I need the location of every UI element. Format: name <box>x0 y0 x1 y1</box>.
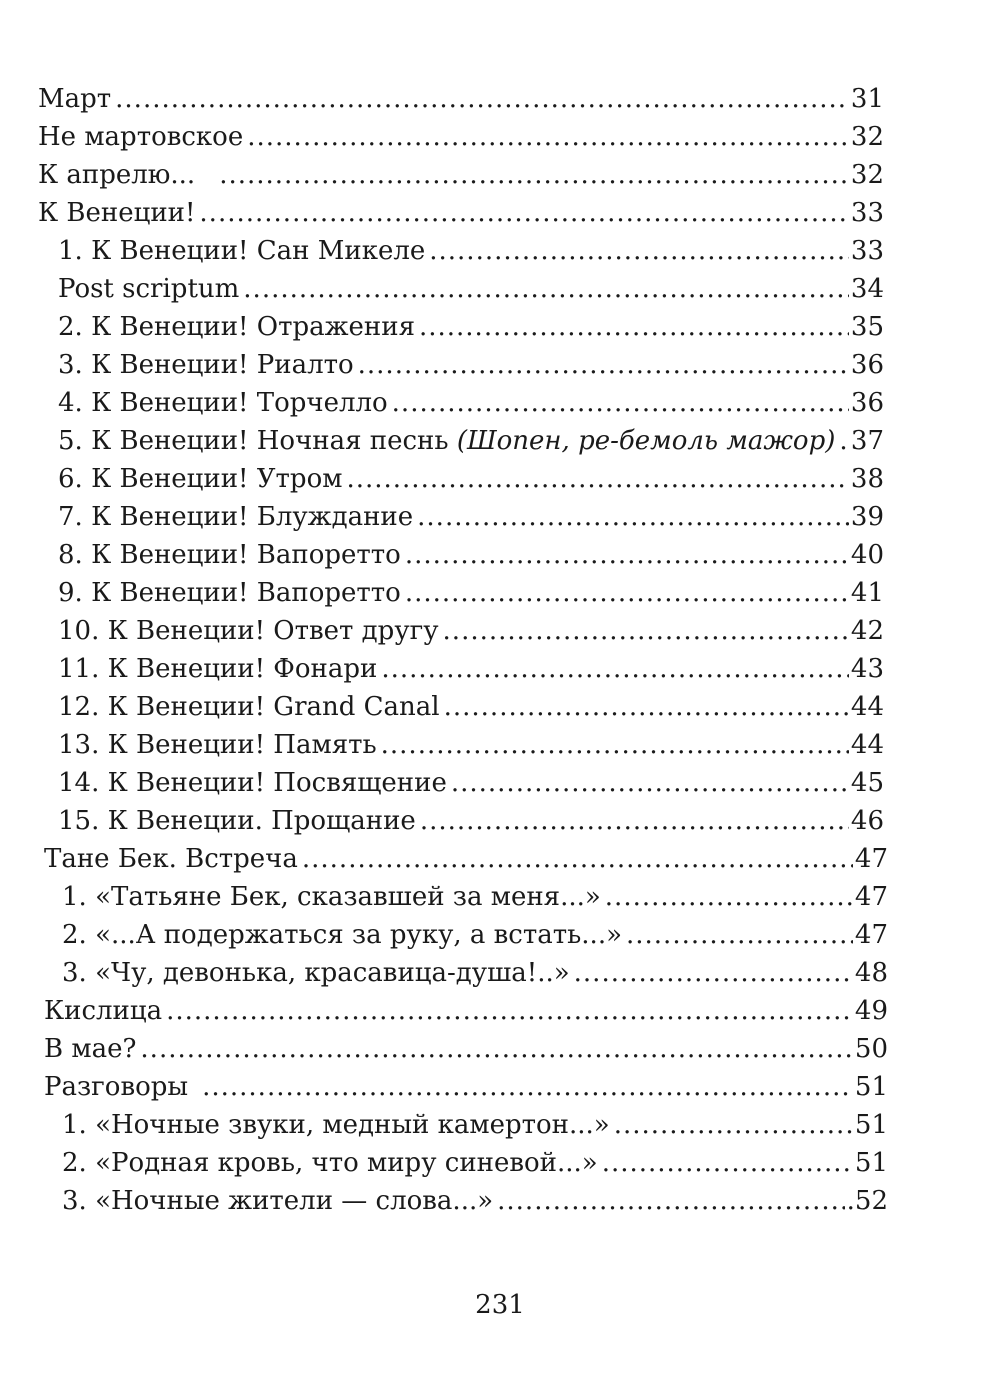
toc-entry <box>38 156 884 194</box>
toc-leader <box>381 726 849 764</box>
toc-page: 51 <box>854 1110 888 1140</box>
toc-entry <box>58 346 884 384</box>
toc-title: 15. К Венеции. Прощание <box>58 806 416 836</box>
toc-title: Март <box>38 84 112 114</box>
toc-leader <box>614 1106 853 1144</box>
toc-leader <box>140 1030 852 1068</box>
toc-page: .52 <box>846 1186 888 1216</box>
toc-entry <box>58 232 884 270</box>
toc-leader <box>419 308 849 346</box>
toc-title: 2. К Венеции! Отражения <box>58 312 415 342</box>
toc-entry <box>44 1030 888 1068</box>
toc-title: 1. «Татьяне Бек, сказавшей за меня...» <box>62 882 601 912</box>
toc-entry <box>38 80 884 118</box>
toc-title: К апрелю... <box>38 160 196 190</box>
toc-entry <box>58 688 884 726</box>
toc-entry <box>58 422 884 460</box>
toc-page: 37 <box>850 426 884 456</box>
toc-entry <box>58 498 884 536</box>
toc-page: 39 <box>850 502 884 532</box>
toc-title: 3. «Чу, девонька, красавица-душа!..» <box>62 958 570 988</box>
toc-page: 31 <box>850 84 884 114</box>
toc-entry <box>58 764 884 802</box>
toc-page: 45 <box>850 768 884 798</box>
toc-page: 44 <box>850 692 884 722</box>
toc-page: 34 <box>850 274 884 304</box>
toc-title-main: 5. К Венеции! Ночная песнь <box>58 426 449 456</box>
toc-title: 2. «Родная кровь, что миру синевой...» <box>62 1148 598 1178</box>
toc-leader <box>243 270 849 308</box>
toc-title: Не мартовское <box>38 122 244 152</box>
toc-title: Кислица <box>44 996 163 1026</box>
toc-leader <box>166 992 853 1030</box>
toc-title: 3. К Венеции! Риалто <box>58 350 354 380</box>
toc-leader <box>443 612 849 650</box>
toc-page: 48 <box>854 958 888 988</box>
toc-leader <box>115 80 849 118</box>
toc-page: 51 <box>854 1072 888 1102</box>
toc-page: 40 <box>850 540 884 570</box>
toc-title: 9. К Венеции! Вапоретто <box>58 578 401 608</box>
toc-leader <box>839 422 849 460</box>
toc-entry <box>58 726 884 764</box>
toc-leader <box>405 536 849 574</box>
toc-leader <box>497 1182 845 1220</box>
toc-entry <box>58 270 884 308</box>
toc-title: 6. К Венеции! Утром <box>58 464 343 494</box>
toc-title: 7. К Венеции! Блуждание <box>58 502 414 532</box>
toc-entry <box>38 118 884 156</box>
toc-leader <box>219 156 849 194</box>
toc-title: 2. «...А подержаться за руку, а встать...» <box>62 920 622 950</box>
toc-page: 49 <box>854 996 888 1026</box>
toc-entry <box>44 1068 888 1106</box>
toc-leader <box>605 878 853 916</box>
toc-leader <box>302 840 853 878</box>
toc-entry <box>58 384 884 422</box>
toc-page: 35 <box>850 312 884 342</box>
toc-title: 1. «Ночные звуки, медный камертон...» <box>62 1110 610 1140</box>
toc-entry <box>58 308 884 346</box>
page-number: 231 <box>475 1290 525 1320</box>
toc-leader <box>451 764 849 802</box>
toc-leader <box>381 650 849 688</box>
toc-title: Тане Бек. Встреча <box>44 844 298 874</box>
toc-page: 36 <box>850 350 884 380</box>
toc-page: 32 <box>850 122 884 152</box>
toc-title: 12. К Венеции! Grand Canal <box>58 692 440 722</box>
toc-leader <box>392 384 849 422</box>
toc-page: 43 <box>850 654 884 684</box>
toc-title: 3. «Ночные жители — слова...» <box>62 1186 494 1216</box>
toc-leader <box>420 802 849 840</box>
toc-entry <box>38 194 884 232</box>
toc-leader <box>574 954 853 992</box>
toc-leader <box>247 118 849 156</box>
toc-leader <box>444 688 849 726</box>
toc-page: 32 <box>850 160 884 190</box>
toc-entry <box>58 612 884 650</box>
toc-entry <box>44 992 888 1030</box>
toc-page: 33 <box>850 198 884 228</box>
toc-title: 4. К Венеции! Торчелло <box>58 388 388 418</box>
toc-page: 50 <box>854 1034 888 1064</box>
toc-title: 13. К Венеции! Память <box>58 730 377 760</box>
toc-leader <box>417 498 849 536</box>
toc-page: 33 <box>850 236 884 266</box>
toc-entry <box>62 878 888 916</box>
toc-leader <box>346 460 848 498</box>
toc-title-note: (Шопен, ре-бемоль мажор) <box>456 426 836 456</box>
toc-entry <box>62 954 888 992</box>
toc-leader <box>602 1144 853 1182</box>
toc-title: В мае? <box>44 1034 137 1064</box>
toc-entry <box>58 574 884 612</box>
toc-page: 36 <box>850 388 884 418</box>
toc-title: 8. К Венеции! Вапоретто <box>58 540 401 570</box>
toc-leader <box>202 1068 853 1106</box>
toc-title: Разговоры <box>44 1072 189 1102</box>
toc-title: Post scriptum <box>58 274 240 304</box>
toc-page: 47 <box>854 882 888 912</box>
toc-leader <box>405 574 849 612</box>
toc-page: 41 <box>850 578 884 608</box>
toc-leader <box>429 232 849 270</box>
toc-entry <box>62 916 888 954</box>
toc-entry <box>58 536 884 574</box>
toc-entry <box>58 460 884 498</box>
toc-entry <box>62 1144 888 1182</box>
toc-entry <box>62 1182 888 1220</box>
toc-title: 14. К Венеции! Посвящение <box>58 768 447 798</box>
toc-entry <box>62 1106 888 1144</box>
toc-title: 1. К Венеции! Сан Микеле <box>58 236 426 266</box>
toc-entry <box>44 840 888 878</box>
toc-page: 47 <box>854 920 888 950</box>
toc-entry <box>58 650 884 688</box>
toc-page: 51 <box>854 1148 888 1178</box>
toc-title: 10. К Венеции! Ответ другу <box>58 616 439 646</box>
toc-title <box>58 422 835 460</box>
toc-leader <box>626 916 853 954</box>
toc-title: 11. К Венеции! Фонари <box>58 654 378 684</box>
toc-page: 42 <box>850 616 884 646</box>
toc-title: К Венеции! <box>38 198 196 228</box>
toc-page: 47 <box>854 844 888 874</box>
toc-page: 38 <box>850 464 884 494</box>
toc-page: 44 <box>850 730 884 760</box>
toc-leader <box>199 194 848 232</box>
toc-entry <box>58 802 884 840</box>
toc-page: 46 <box>850 806 884 836</box>
toc-leader <box>358 346 849 384</box>
